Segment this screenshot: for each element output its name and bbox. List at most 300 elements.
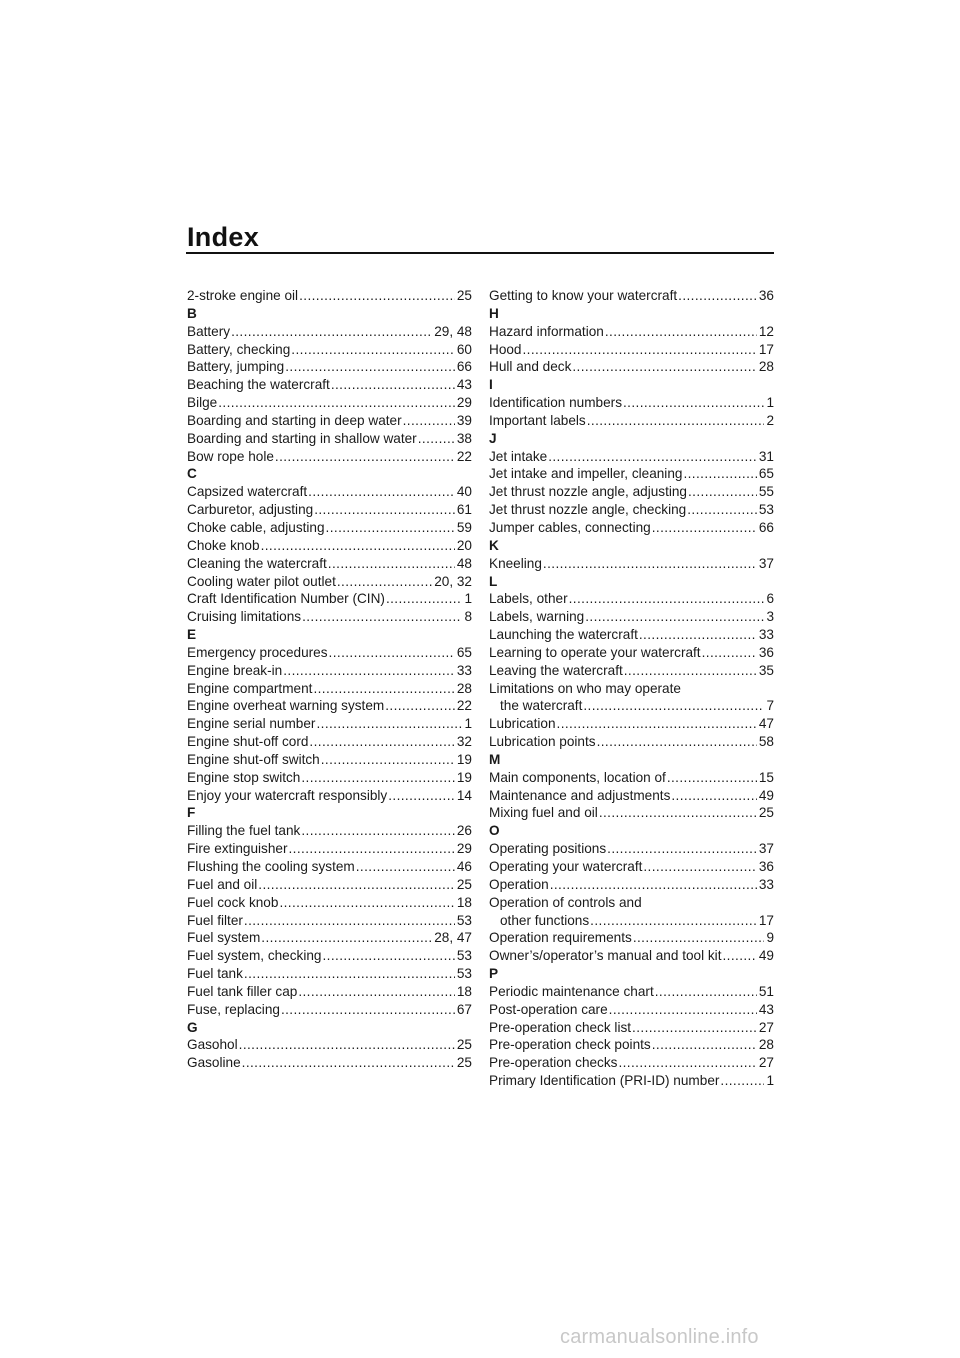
index-entry [489,519,774,537]
index-entry [489,626,774,644]
entry-page-number: 53 [456,912,472,928]
entry-text: Fuel tank filler cap [187,983,298,999]
dot-leader [720,1072,764,1090]
dot-leader [261,537,455,555]
entry-text: Fuel system [187,930,261,946]
index-entry [489,394,774,412]
index-entry [489,501,774,519]
index-entry [489,483,774,501]
entry-text: Capsized watercraft [187,484,308,500]
dot-leader [386,590,463,608]
entry-page-number: 43 [456,377,472,393]
dot-leader [569,590,765,608]
entry-text: Main components, location of [489,769,666,785]
entry-page-number: 59 [456,519,472,535]
entry-text: Battery [187,323,231,339]
dot-leader [403,412,455,430]
dot-leader [261,929,432,947]
index-entry [187,430,472,448]
index-entry [187,1036,472,1054]
dot-leader [313,680,454,698]
dot-leader [316,715,462,733]
entry-page-number: 36 [758,859,774,874]
entry-page-number: 31 [758,448,774,464]
entry-page-number: 2 [766,412,774,428]
dot-leader [309,733,454,751]
dot-leader [285,358,455,376]
dot-leader [609,1001,757,1019]
entry-page-number: 25 [456,288,472,303]
entry-text: Leaving the watercraft [489,662,623,678]
index-letter-heading [489,376,774,394]
entry-page-number: 33 [758,627,774,643]
entry-text: Carburetor, adjusting [187,502,314,518]
entry-text: Pre-operation check list [489,1019,632,1035]
index-entry [489,1036,774,1054]
letter-text: I [489,377,493,393]
entry-page-number: 61 [456,502,472,518]
letter-text: P [489,966,499,982]
dot-leader [639,626,757,644]
entry-page-number: 25 [456,1037,472,1053]
index-column-right [489,287,774,1090]
entry-text: Owner’s/operator’s manual and tool kit [489,948,722,964]
dot-leader [543,555,757,573]
index-letter-heading [489,822,774,840]
dot-leader [572,358,757,376]
dot-leader [633,929,765,947]
entry-text: Kneeling [489,555,542,571]
dot-leader [218,394,455,412]
entry-text: Choke cable, adjusting [187,519,325,535]
dot-leader [326,519,455,537]
entry-page-number: 15 [758,769,774,785]
entry-text: Filling the fuel tank [187,823,301,839]
entry-page-number: 25 [456,876,472,892]
entry-text: Boarding and starting in deep water [187,412,402,428]
dot-leader [623,394,764,412]
index-letter-heading [187,626,472,644]
entry-page-number: 28 [758,1037,774,1053]
entry-text: Primary Identification (PRI-ID) number [489,1073,720,1089]
index-entry [489,608,774,626]
dot-leader [590,912,757,930]
dot-leader [328,555,455,573]
entry-page-number: 28 [456,680,472,696]
index-letter-heading [489,537,774,555]
index-entry [187,376,472,394]
entry-text: Hull and deck [489,359,572,375]
entry-page-number: 67 [456,1001,472,1017]
entry-page-number: 8 [464,609,472,625]
index-entry [489,876,774,894]
entry-text: Identification numbers [489,395,622,411]
entry-page-number: 1 [766,1073,774,1089]
dot-leader [418,430,455,448]
dot-leader [667,769,757,787]
index-entry [489,769,774,787]
index-entry [187,394,472,412]
dot-leader [722,947,756,965]
index-entry [489,894,774,912]
entry-text: Labels, other [489,591,568,607]
dot-leader [275,448,455,466]
entry-text: Cooling water pilot outlet [187,573,336,589]
entry-page-number: 33 [758,876,774,892]
entry-text: Emergency procedures [187,644,328,660]
dot-leader [308,483,455,501]
entry-page-number: 22 [456,698,472,714]
entry-page-number: 29 [456,841,472,857]
dot-leader [557,715,757,733]
index-entry [187,912,472,930]
entry-text: Operation of controls and [489,894,642,910]
entry-text: Fuel and oil [187,876,258,892]
entry-page-number: 65 [758,466,774,482]
entry-text: Gasohol [187,1037,238,1053]
index-entry [187,412,472,430]
entry-text: Operating positions [489,841,607,857]
entry-text: Choke knob [187,537,260,553]
dot-leader [597,733,757,751]
index-entry [489,662,774,680]
entry-text: Flushing the cooling system [187,859,355,874]
index-entry [187,858,472,876]
entry-page-number: 22 [456,448,472,464]
entry-page-number: 38 [456,430,472,446]
entry-page-number: 32 [456,734,472,750]
entry-page-number: 1 [464,591,472,607]
entry-text: the watercraft [500,698,583,714]
letter-text: L [489,573,498,589]
entry-text: Cruising limitations [187,609,302,625]
dot-leader [302,608,462,626]
index-entry [489,840,774,858]
index-entry [187,483,472,501]
index-entry [187,323,472,341]
entry-text: other functions [500,912,590,928]
entry-text: Mixing fuel and oil [489,805,598,821]
entry-text: Lubrication points [489,734,596,750]
dot-leader [301,822,455,840]
entry-page-number: 7 [766,698,774,714]
entry-text: Fuel cock knob [187,894,279,910]
index-entry [187,1054,472,1072]
entry-page-number: 1 [464,716,472,732]
entry-page-number: 27 [758,1055,774,1071]
entry-page-number: 20 [456,537,472,553]
entry-page-number: 18 [456,983,472,999]
dot-leader [550,876,757,894]
entry-page-number: 27 [758,1019,774,1035]
index-entry [187,358,472,376]
dot-leader [624,662,757,680]
entry-page-number: 29 [456,395,472,411]
index-letter-heading [489,305,774,323]
entry-page-number: 28 [758,359,774,375]
index-entry [489,787,774,805]
index-entry [489,912,774,930]
index-entry [187,822,472,840]
index-letter-heading [187,1019,472,1037]
entry-page-number: 17 [758,912,774,928]
entry-page-number: 39 [456,412,472,428]
dot-leader [314,501,455,519]
index-entry [489,287,774,305]
index-entry [489,590,774,608]
dot-leader [632,1019,757,1037]
index-entry [187,769,472,787]
dot-leader [242,1054,455,1072]
index-entry [187,751,472,769]
index-letter-heading [187,465,472,483]
watermark: carmanualsonline.info [560,1326,759,1348]
dot-leader [283,662,455,680]
entry-text: Engine compartment [187,680,313,696]
dot-leader [321,751,455,769]
entry-text: Learning to operate your watercraft [489,644,701,660]
entry-page-number: 51 [758,983,774,999]
entry-page-number: 40 [456,484,472,500]
entry-text: Bow rope hole [187,448,274,464]
index-entry [489,697,774,715]
dot-leader [258,876,455,894]
dot-leader [671,787,757,805]
index-entry [187,448,472,466]
index-entry [187,929,472,947]
dot-leader [337,573,432,591]
entry-text: Jet thrust nozzle angle, checking [489,502,687,518]
entry-page-number: 36 [758,644,774,660]
entry-page-number: 1 [766,395,774,411]
entry-text: Pre-operation checks [489,1055,618,1071]
index-column-left [187,287,472,1072]
entry-text: Getting to know your watercraft [489,288,678,303]
index-entry [489,929,774,947]
letter-text: J [489,430,497,446]
dot-leader [329,644,455,662]
index-entry [489,858,774,876]
entry-text: Fuse, replacing [187,1001,280,1017]
entry-page-number: 19 [456,769,472,785]
letter-text: H [489,305,499,321]
entry-text: Hood [489,341,522,357]
entry-text: Engine overheat warning system [187,698,385,714]
entry-text: Cleaning the watercraft [187,555,327,571]
entry-page-number: 37 [758,555,774,571]
letter-text: C [187,466,197,482]
dot-leader [523,341,757,359]
dot-leader [605,323,757,341]
index-entry [187,733,472,751]
entry-page-number: 66 [758,519,774,535]
index-entry [187,590,472,608]
entry-text: Post-operation care [489,1001,608,1017]
index-entry [187,662,472,680]
letter-text: K [489,537,499,553]
dot-leader [244,965,455,983]
index-entry [489,680,774,698]
entry-text: Craft Identification Number (CIN) [187,591,385,607]
index-entry [489,323,774,341]
dot-leader [683,465,756,483]
entry-text: Fuel tank [187,966,243,982]
dot-leader [356,858,455,876]
entry-text: Fire extinguisher [187,841,288,857]
entry-text: Gasoline [187,1055,241,1071]
index-entry [187,840,472,858]
entry-text: Operation requirements [489,930,632,946]
index-entry [489,448,774,466]
letter-text: M [489,751,501,767]
dot-leader [322,947,454,965]
index-entry [187,573,472,591]
index-entry [489,1001,774,1019]
index-entry [489,341,774,359]
entry-text: Boarding and starting in shallow water [187,430,417,446]
entry-text: Hazard information [489,323,604,339]
dot-leader [244,912,455,930]
entry-text: Periodic maintenance chart [489,983,654,999]
index-entry [489,465,774,483]
entry-page-number: 60 [456,341,472,357]
dot-leader [239,1036,455,1054]
index-entry [187,947,472,965]
entry-page-number: 43 [758,1001,774,1017]
entry-text: Jet intake [489,448,548,464]
entry-page-number: 37 [758,841,774,857]
dot-leader [299,287,455,305]
dot-leader [281,1001,455,1019]
index-entry [489,715,774,733]
entry-page-number: 49 [758,787,774,803]
dot-leader [599,804,757,822]
dot-leader [231,323,432,341]
index-entry [489,1054,774,1072]
index-entry [187,555,472,573]
dot-leader [652,1036,757,1054]
dot-leader [298,983,455,1001]
index-entry [187,715,472,733]
dot-leader [618,1054,756,1072]
index-letter-heading [489,751,774,769]
index-entry [187,501,472,519]
dot-leader [687,501,757,519]
entry-text: Important labels [489,412,586,428]
index-entry [187,1001,472,1019]
entry-text: Launching the watercraft [489,627,638,643]
entry-text: Battery, checking [187,341,291,357]
entry-page-number: 19 [456,751,472,767]
entry-text: Fuel system, checking [187,948,322,964]
index-entry [187,787,472,805]
index-letter-heading [489,573,774,591]
dot-leader [652,519,757,537]
entry-page-number: 12 [758,323,774,339]
index-entry [489,358,774,376]
entry-text: Operation [489,876,549,892]
index-entry [187,341,472,359]
entry-text: Engine stop switch [187,769,301,785]
entry-page-number: 14 [456,787,472,803]
letter-text: F [187,805,196,821]
entry-text: Pre-operation check points [489,1037,651,1053]
entry-page-number: 28, 47 [434,930,472,946]
dot-leader [643,858,757,876]
index-entry [489,804,774,822]
entry-page-number: 55 [758,484,774,500]
entry-page-number: 36 [758,288,774,303]
index-letter-heading [187,305,472,323]
entry-page-number: 26 [456,823,472,839]
index-entry [489,947,774,965]
entry-page-number: 53 [456,948,472,964]
entry-page-number: 58 [758,734,774,750]
entry-text: Jet thrust nozzle angle, adjusting [489,484,687,500]
entry-text: Fuel filter [187,912,243,928]
entry-text: Enjoy your watercraft responsibly [187,787,388,803]
dot-leader [688,483,757,501]
index-entry [187,537,472,555]
dot-leader [587,412,765,430]
entry-text: Battery, jumping [187,359,285,375]
entry-page-number: 35 [758,662,774,678]
index-entry [187,965,472,983]
index-entry [489,644,774,662]
dot-leader [385,697,455,715]
dot-leader [279,894,454,912]
entry-text: Limitations on who may operate [489,680,681,696]
entry-page-number: 25 [758,805,774,821]
entry-page-number: 3 [766,609,774,625]
entry-text: Jet intake and impeller, cleaning [489,466,683,482]
dot-leader [607,840,757,858]
entry-text: Labels, warning [489,609,585,625]
entry-text: Engine break-in [187,662,283,678]
index-entry [489,1019,774,1037]
entry-page-number: 6 [766,591,774,607]
dot-leader [548,448,757,466]
dot-leader [585,608,764,626]
index-entry [187,287,472,305]
dot-leader [678,287,757,305]
entry-text: Engine serial number [187,716,316,732]
index-entry [187,519,472,537]
entry-page-number: 65 [456,644,472,660]
dot-leader [702,644,757,662]
entry-page-number: 17 [758,341,774,357]
letter-text: B [187,305,197,321]
entry-page-number: 18 [456,894,472,910]
index-entry [187,983,472,1001]
index-entry [187,894,472,912]
dot-leader [331,376,455,394]
entry-text: Beaching the watercraft [187,377,330,393]
entry-page-number: 48 [456,555,472,571]
dot-leader [291,341,455,359]
dot-leader [388,787,455,805]
letter-text: G [187,1019,198,1035]
entry-text: 2-stroke engine oil [187,288,299,303]
dot-leader [583,697,764,715]
entry-text: Lubrication [489,716,556,732]
entry-text: Engine shut-off switch [187,751,320,767]
page-title: Index [187,222,260,252]
index-letter-heading [489,965,774,983]
index-entry [489,555,774,573]
letter-text: O [489,823,500,839]
entry-page-number: 33 [456,662,472,678]
